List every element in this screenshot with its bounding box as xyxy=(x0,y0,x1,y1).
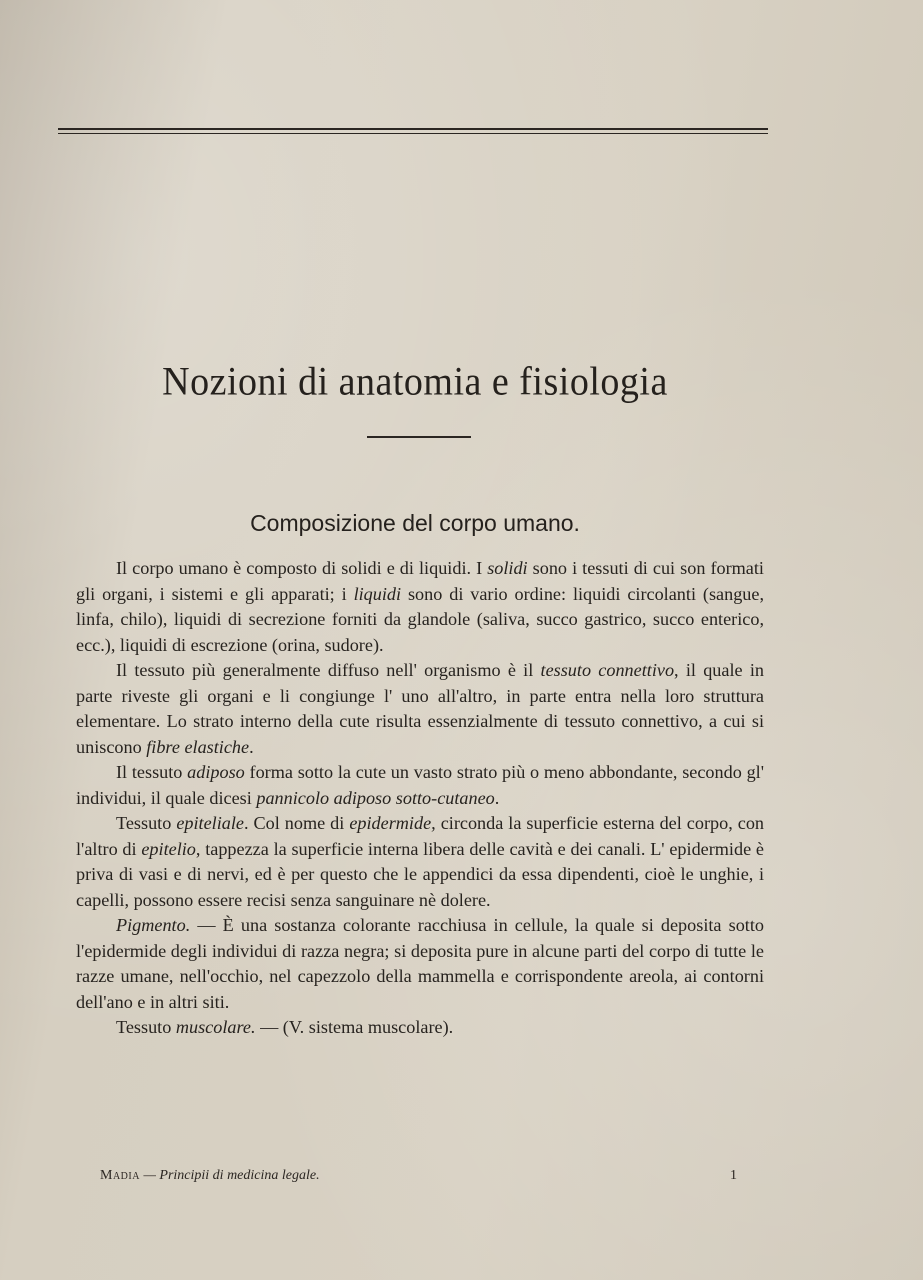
section-title: Composizione del corpo umano. xyxy=(250,510,580,536)
italic-term: epiteliale xyxy=(176,813,244,833)
text-run: sono di vario ordine: liquidi circolanti (sangue, linfa, chilo), liquidi di secrezione forniti da glandole (saliva, succo gastrico, succo enterico, ecc.), liquidi di escrezione (orina, sudore). xyxy=(76,583,765,655)
paragraph xyxy=(76,811,764,913)
title-underline xyxy=(367,436,471,438)
paragraph xyxy=(76,913,764,1015)
text-run: . xyxy=(494,787,500,808)
italic-term: adiposo xyxy=(187,762,245,782)
text-run: . xyxy=(249,736,254,757)
running-footer xyxy=(100,1168,320,1184)
italic-term: solidi xyxy=(487,558,528,578)
italic-term: pannicolo adiposo sotto-cutaneo xyxy=(256,787,495,808)
text-run: circonda la superficie esterna del corpo, con l'altro di xyxy=(76,813,765,859)
italic-term: muscolare. xyxy=(175,1017,256,1037)
signature-mark: 1 xyxy=(730,1168,737,1183)
italic-term: Pigmento. xyxy=(116,915,191,935)
italic-term: liquidi xyxy=(353,583,402,604)
text-run: Tessuto xyxy=(116,1017,176,1037)
chapter-title: Nozioni di anatomia e fisiologia xyxy=(162,359,668,405)
top-double-rule xyxy=(58,128,768,136)
paragraph xyxy=(76,1015,764,1041)
text-run: Il corpo umano è composto di solidi e di liquidi. I xyxy=(116,558,488,578)
text-run: — (V. sistema muscolare). xyxy=(255,1017,454,1037)
text-run: . Col nome di xyxy=(243,813,350,833)
text-run: — È una sostanza colorante racchiusa in cellule, la quale si deposita sotto l'epidermide degli individui di razza negra; si deposita pure in alcune parti del corpo di tutte le razze umane, nell'occhio, nel capezzolo della mammella e corrispondente areola, ai contorni dell'ano e in altri siti. xyxy=(76,915,764,1012)
italic-term: fibre elastiche xyxy=(146,736,250,757)
italic-term: epitelio xyxy=(141,838,196,859)
text-run: Tessuto xyxy=(116,813,177,833)
text-run: sono i tessuti di cui son formati gli organi, i sistemi e gli apparati; i xyxy=(76,558,764,604)
text-run: , tappezza la superficie interna libera delle cavità e dei canali. L' epidermide è priva di vasi e di nervi, ed è per questo che le appendici da essa dipendenti, cioè le unghie, i capelli, possono essere recisi senza sanguinare nè dolere. xyxy=(76,838,764,910)
paragraph xyxy=(76,556,764,658)
paragraph xyxy=(76,658,764,760)
footer-separator: — xyxy=(139,1168,160,1183)
text-run: Il tessuto xyxy=(116,762,188,782)
footer-book-title: Principii di medicina legale. xyxy=(159,1168,320,1183)
footer-author: Madia xyxy=(100,1168,140,1183)
text-run: forma sotto la cute un vasto strato più o meno abbondante, secondo gl' individui, il quale dicesi xyxy=(76,762,764,808)
italic-term: tessuto connettivo xyxy=(540,660,675,680)
paragraph xyxy=(76,760,764,811)
body-text xyxy=(76,556,764,1041)
text-run: , il quale in parte riveste gli organi e li congiunge l' uno all'altro, in parte entra nella loro struttura elementare. Lo strato interno della cute risulta essenzialmente di tessuto connettivo, a cui si uniscono xyxy=(76,660,765,757)
text-run: Il tessuto più generalmente diffuso nell' organismo è il xyxy=(116,660,541,680)
italic-term: epidermide, xyxy=(349,813,436,833)
